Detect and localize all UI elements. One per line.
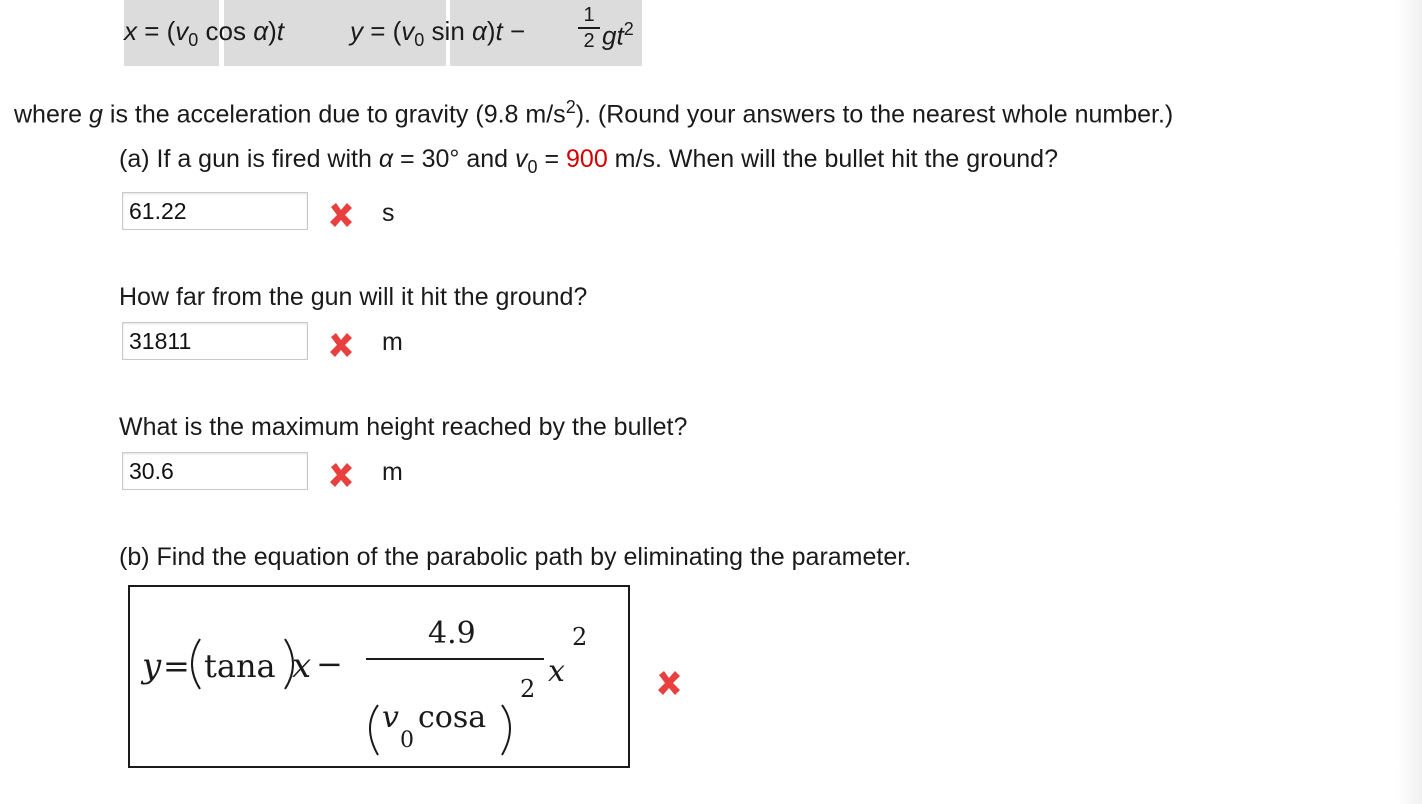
- speed-value: 900: [566, 145, 608, 173]
- math-den-cos: cosa: [418, 700, 487, 735]
- height-question: What is the maximum height reached by the bullet?: [119, 413, 688, 441]
- height-unit: m: [382, 458, 403, 486]
- incorrect-x-icon: [326, 200, 356, 230]
- math-minus: −: [316, 645, 343, 683]
- incorrect-x-icon: [326, 330, 356, 360]
- math-x: x: [292, 646, 312, 686]
- one-half-fraction: 1 2: [578, 4, 600, 52]
- distance-question: How far from the gun will it hit the ground?: [119, 283, 588, 311]
- x-equation: $x = (v_0$ cos α)t: [124, 16, 284, 51]
- math-y: y: [142, 646, 162, 686]
- distance-answer-input[interactable]: [122, 322, 308, 360]
- gt-squared: $gt^2$: [602, 19, 634, 51]
- math-tan: tana: [204, 647, 276, 685]
- parabolic-equation: [130, 587, 628, 766]
- height-answer-input[interactable]: [122, 452, 308, 490]
- incorrect-x-icon: [326, 460, 356, 490]
- math-den-v: v: [382, 700, 399, 735]
- time-unit: s: [382, 199, 395, 227]
- math-x-squared: x: [548, 654, 565, 689]
- y-equation: $y = (v_0$ sin α)t −: [350, 16, 526, 51]
- time-answer-input[interactable]: [122, 192, 308, 230]
- equation-answer-box[interactable]: [128, 585, 630, 768]
- part-a-question: (a) If a gun is fired with α = 30° and $v_0 = 900$ m/s. When will the bullet hit the ground?: [119, 145, 1058, 177]
- math-den-pow: 2: [520, 675, 536, 703]
- math-equals: =: [163, 647, 190, 685]
- math-x-pow: 2: [572, 623, 588, 651]
- part-b-question: (b) Find the equation of the parabolic path by eliminating the parameter.: [119, 543, 912, 571]
- distance-unit: m: [382, 328, 403, 356]
- incorrect-x-icon: [654, 668, 684, 698]
- intro-text: where g is the acceleration due to gravity (9.8 $m/s^2$). (Round your answers to the nearest whole number.): [14, 97, 1174, 129]
- right-edge-shadow: [1396, 0, 1422, 804]
- math-numerator: 4.9: [428, 616, 476, 651]
- math-den-sub: 0: [400, 728, 414, 753]
